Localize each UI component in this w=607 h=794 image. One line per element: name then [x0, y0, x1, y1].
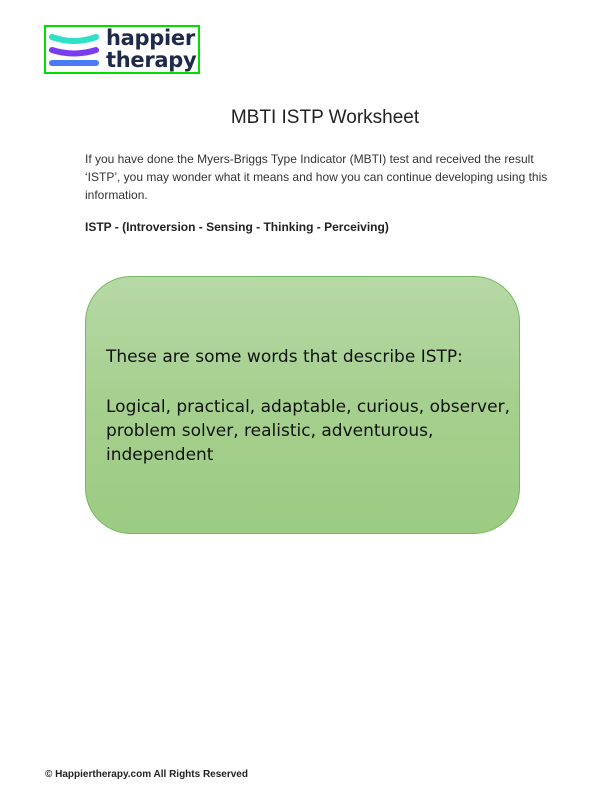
description-heading: These are some words that describe ISTP:	[106, 347, 463, 367]
description-words: Logical, practical, adaptable, curious, observer, problem solver, realistic, adventurous, independent	[106, 397, 510, 465]
type-definition: ISTP - (Introversion - Sensing - Thinking - Perceiving)	[85, 220, 389, 234]
logo-line-2: therapy	[106, 48, 197, 72]
intro-paragraph: If you have done the Myers-Briggs Type Indicator (MBTI) test and received the result ‘ISTP’, you may wonder what it means and how you can continue developing using this information.	[85, 152, 548, 202]
logo-mark-icon	[49, 31, 99, 71]
copyright-footer: © Happiertherapy.com All Rights Reserved	[45, 769, 248, 780]
logo-wordmark	[106, 27, 196, 71]
happier-therapy-logo	[44, 25, 200, 74]
logo-line-1: happier	[106, 26, 195, 50]
page-title: MBTI ISTP Worksheet	[230, 107, 420, 128]
description-box	[85, 276, 520, 534]
